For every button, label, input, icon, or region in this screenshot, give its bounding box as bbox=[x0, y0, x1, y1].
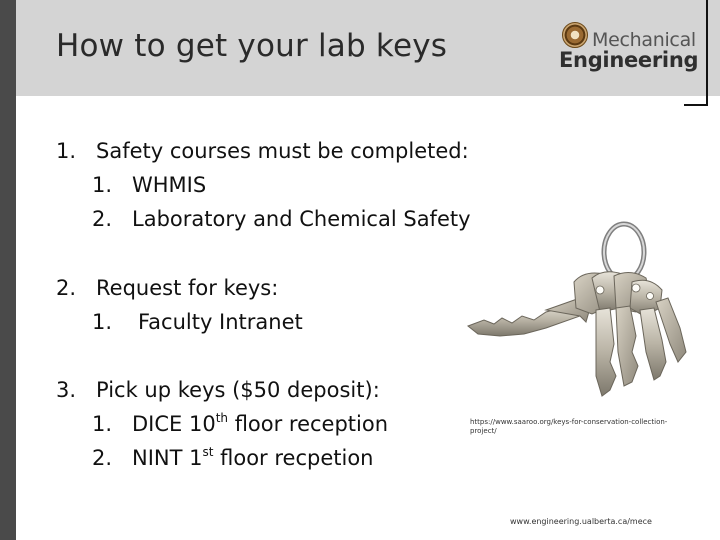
sublist-item-text: Faculty Intranet bbox=[138, 310, 303, 334]
keys-image bbox=[464, 212, 696, 408]
list-number: 2. bbox=[56, 276, 77, 300]
sublist-item-text: Laboratory and Chemical Safety bbox=[132, 207, 471, 231]
footer-url: www.engineering.ualberta.ca/mece bbox=[510, 517, 652, 526]
sublist-number: 1. bbox=[92, 412, 113, 436]
faculty-logo bbox=[558, 18, 708, 74]
sublist-item-text: WHMIS bbox=[132, 173, 207, 197]
logo-text-engineering: Engineering bbox=[559, 48, 699, 72]
sublist-item-text: DICE 10th floor reception bbox=[132, 411, 389, 436]
slide-title: How to get your lab keys bbox=[56, 28, 448, 64]
seal-icon bbox=[562, 22, 588, 48]
corner-line-vertical bbox=[706, 0, 708, 106]
list-item-text: Safety courses must be completed: bbox=[96, 139, 469, 163]
sublist-number: 2. bbox=[92, 207, 113, 231]
list-item-text: Request for keys: bbox=[96, 276, 279, 300]
logo-text-mechanical: Mechanical bbox=[592, 29, 696, 51]
sublist-item-text: NINT 1st floor recpetion bbox=[132, 445, 374, 470]
image-credit: https://www.saaroo.org/keys-for-conservation-collection-project/ bbox=[470, 418, 668, 435]
left-accent-bar bbox=[0, 0, 16, 540]
sublist-number: 1. bbox=[92, 310, 113, 334]
sublist-number: 1. bbox=[92, 173, 113, 197]
list-number: 1. bbox=[56, 139, 77, 163]
list-number: 3. bbox=[56, 378, 77, 402]
list-item-text: Pick up keys ($50 deposit): bbox=[96, 378, 380, 402]
sublist-number: 2. bbox=[92, 446, 113, 470]
corner-line-horizontal bbox=[684, 104, 708, 106]
